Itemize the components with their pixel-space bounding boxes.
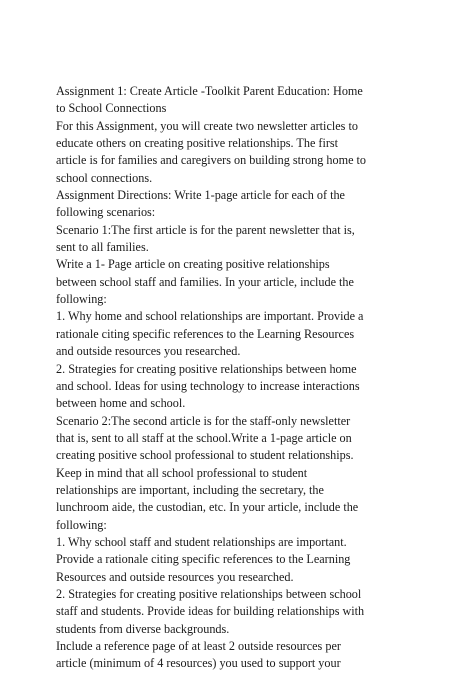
text-line: Scenario 1:The first article is for the parent newsletter that is, xyxy=(56,222,355,237)
text-line: article (minimum of 4 resources) you used to support your xyxy=(56,656,341,671)
text-line: and outside resources you researched. xyxy=(56,344,241,359)
text-line: Keep in mind that all school professional to student xyxy=(56,465,308,480)
text-line: to School Connections xyxy=(56,101,167,116)
document-body xyxy=(56,83,446,673)
text-line: sent to all families. xyxy=(56,240,149,255)
text-line: students from diverse backgrounds. xyxy=(56,621,230,636)
text-line: 1. Why school staff and student relationships are important. xyxy=(56,534,347,549)
text-line: Provide a rationale citing specific references to the Learning xyxy=(56,552,351,567)
text-line: following scenarios: xyxy=(56,205,156,220)
text-line: that is, sent to all staff at the school.Write a 1-page article on xyxy=(56,430,352,445)
text-line: 2. Strategies for creating positive relationships between school xyxy=(56,586,362,601)
text-line: Scenario 2:The second article is for the staff-only newsletter xyxy=(56,413,351,428)
text-line: relationships are important, including the secretary, the xyxy=(56,482,324,497)
text-line: lunchroom aide, the custodian, etc. In your article, include the xyxy=(56,500,359,515)
text-line: Assignment Directions: Write 1-page article for each of the xyxy=(56,188,345,203)
text-line: 1. Why home and school relationships are important. Provide a xyxy=(56,309,364,324)
text-line: rationale citing specific references to the Learning Resources xyxy=(56,326,355,341)
text-line: Write a 1- Page article on creating positive relationships xyxy=(56,257,330,272)
text-line: staff and students. Provide ideas for building relationships with xyxy=(56,604,365,619)
text-line: between home and school. xyxy=(56,396,186,411)
text-line: Assignment 1: Create Article -Toolkit Parent Education: Home xyxy=(56,84,363,98)
text-line: school connections. xyxy=(56,170,153,185)
text-line: creating positive school professional to student relationships. xyxy=(56,448,354,463)
text-line: article is for families and caregivers on building strong home to xyxy=(56,153,367,168)
text-line: following: xyxy=(56,517,107,532)
text-line: Include a reference page of at least 2 outside resources per xyxy=(56,639,341,653)
text-line: and school. Ideas for using technology to increase interactions xyxy=(56,378,360,393)
text-line: educate others on creating positive relationships. The first xyxy=(56,136,339,151)
text-line: Resources and outside resources you researched. xyxy=(56,569,294,584)
text-line: 2. Strategies for creating positive relationships between home xyxy=(56,361,357,376)
text-line: between school staff and families. In your article, include the xyxy=(56,274,354,289)
text-line: following: xyxy=(56,292,107,307)
text-line: For this Assignment, you will create two newsletter articles to xyxy=(56,118,358,133)
